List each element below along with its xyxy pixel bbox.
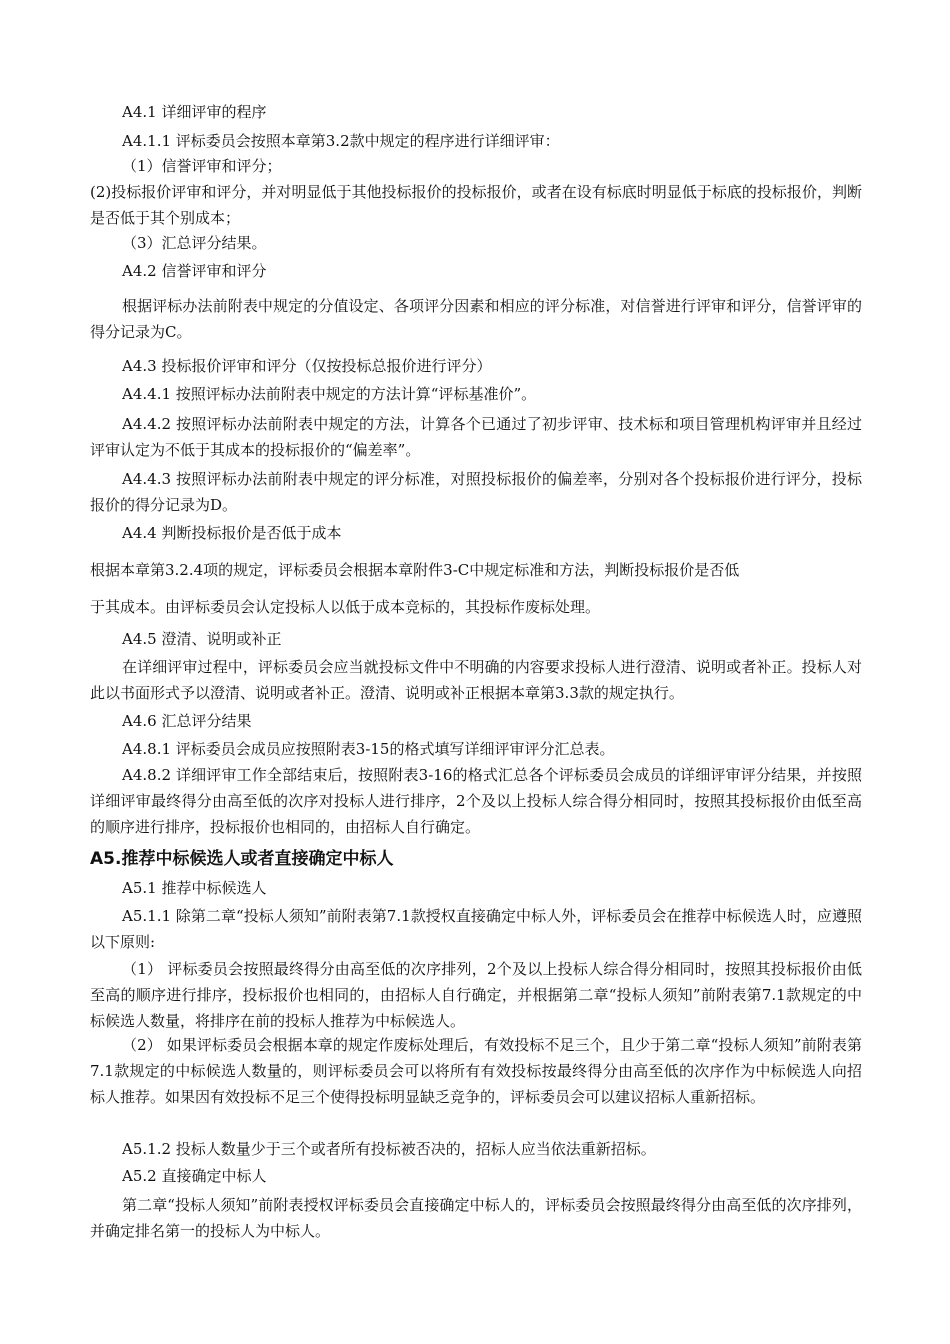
section-a5-heading: A5.推荐中标候选人或者直接确定中标人 bbox=[90, 849, 394, 869]
clause-a5-1-2: A5.1.2 投标人数量少于三个或者所有投标被否决的，招标人应当依法重新招标。 bbox=[122, 1140, 656, 1158]
clause-a4-8-1: A4.8.1 评标委员会成员应按照附表3-15的格式填写详细评审评分汇总表。 bbox=[122, 740, 615, 758]
list-item-1: （1）信誉评审和评分； bbox=[122, 157, 282, 175]
list-item-2: (2)投标报价评审和评分，并对明显低于其他投标报价的投标报价，或者在设有标底时明显低于标底的投标报价，判断是否低于其个别成本； bbox=[90, 183, 862, 227]
paragraph-cost-check-line2: 于其成本。由评标委员会认定投标人以低于成本竞标的，其投标作废标处理。 bbox=[90, 598, 601, 616]
section-a5-2-title: A5.2 直接确定中标人 bbox=[122, 1167, 267, 1185]
section-a4-1-title: A4.1 详细评审的程序 bbox=[122, 103, 267, 121]
clause-a4-1-1: A4.1.1 评标委员会按照本章第3.2款中规定的程序进行详细评审： bbox=[122, 132, 560, 150]
clause-a4-4-2: A4.4.2 按照评标办法前附表中规定的方法，计算各个已通过了初步评审、技术标和项目管理机构评审并且经过评审认定为不低于其成本的投标报价的“偏差率”。 bbox=[90, 415, 862, 459]
section-a4-5-title: A4.5 澄清、说明或补正 bbox=[122, 630, 282, 648]
principle-2: （2） 如果评标委员会根据本章的规定作废标处理后，有效投标不足三个，且少于第二章“投标人须知”前附表第7.1款规定的中标候选人数量的，则评标委员会可以将所有有效投标按最终得分由高至低的次序作为中标候选人向招标人推荐。如果因有效投标不足三个使得投标明显缺乏竞争的，评标委员会可以建议招标人重新招标。 bbox=[90, 1036, 862, 1106]
list-item-3: （3）汇总评分结果。 bbox=[122, 234, 267, 252]
paragraph-clarification: 在详细评审过程中，评标委员会应当就投标文件中不明确的内容要求投标人进行澄清、说明或者补正。投标人对此以书面形式予以澄清、说明或者补正。澄清、说明或补正根据本章第3.3款的规定执行。 bbox=[90, 658, 862, 702]
clause-a4-8-2: A4.8.2 详细评审工作全部结束后，按照附表3-16的格式汇总各个评标委员会成员的详细评审评分结果，并按照详细评审最终得分由高至低的次序对投标人进行排序，2个及以上投标人综合得分相同时，按照其投标报价由低至高的顺序进行排序，投标报价也相同的，由招标人自行确定。 bbox=[90, 766, 862, 836]
paragraph-direct-award: 第二章“投标人须知”前附表授权评标委员会直接确定中标人的，评标委员会按照最终得分由高至低的次序排列，并确定排名第一的投标人为中标人。 bbox=[90, 1196, 862, 1240]
section-a4-3-title: A4.3 投标报价评审和评分（仅按投标总报价进行评分） bbox=[122, 357, 492, 375]
clause-a4-4-1: A4.4.1 按照评标办法前附表中规定的方法计算“评标基准价”。 bbox=[122, 385, 537, 403]
clause-a5-1-1: A5.1.1 除第二章“投标人须知”前附表第7.1款授权直接确定中标人外，评标委员会在推荐中标候选人时，应遵照以下原则: bbox=[90, 907, 862, 951]
clause-a4-4-3: A4.4.3 按照评标办法前附表中规定的评分标准，对照投标报价的偏差率，分别对各个投标报价进行评分，投标报价的得分记录为D。 bbox=[90, 470, 862, 514]
paragraph-credit-review: 根据评标办法前附表中规定的分值设定、各项评分因素和相应的评分标准，对信誉进行评审和评分，信誉评审的得分记录为C。 bbox=[90, 297, 862, 341]
section-a4-6-title: A4.6 汇总评分结果 bbox=[122, 712, 252, 730]
principle-1: （1） 评标委员会按照最终得分由高至低的次序排列，2个及以上投标人综合得分相同时，按照其投标报价由低至高的顺序进行排序，投标报价也相同的，由招标人自行确定，并根据第二章“投标人须知”前附表第7.1款规定的中标候选人数量，将排序在前的投标人推荐为中标候选人。 bbox=[90, 960, 862, 1030]
section-a5-1-title: A5.1 推荐中标候选人 bbox=[122, 879, 267, 897]
section-a4-4-title: A4.4 判断投标报价是否低于成本 bbox=[122, 524, 342, 542]
section-a4-2-title: A4.2 信誉评审和评分 bbox=[122, 262, 267, 280]
paragraph-cost-check-line1: 根据本章第3.2.4项的规定，评标委员会根据本章附件3-C中规定标准和方法，判断投标报价是否低 bbox=[90, 561, 740, 579]
